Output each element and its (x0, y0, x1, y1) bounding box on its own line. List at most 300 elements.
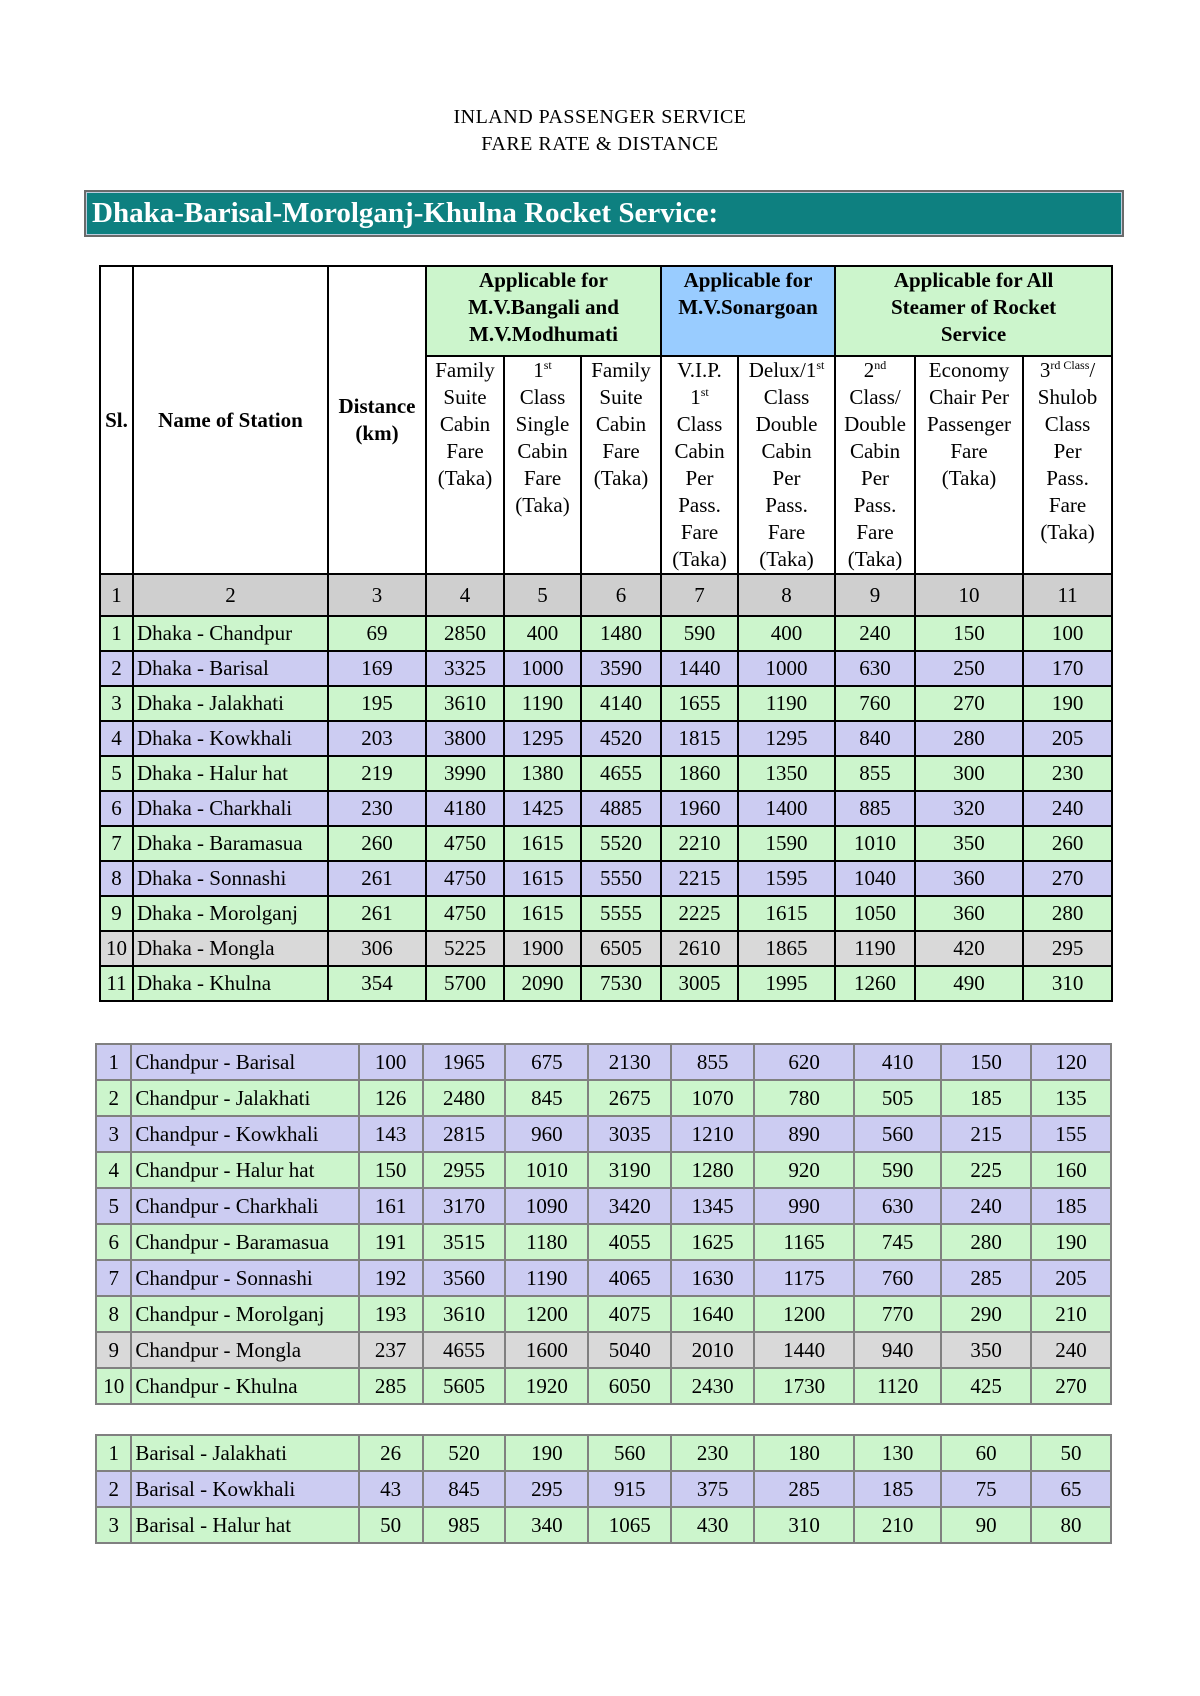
value-cell: 985 (423, 1507, 506, 1543)
value-cell: 203 (328, 721, 426, 756)
value-cell: 260 (1023, 826, 1112, 861)
c8-l6: Fare (767, 520, 806, 544)
value-cell: 620 (754, 1044, 854, 1080)
table-row (96, 1260, 1111, 1296)
c8-pre: Delux/1 (748, 358, 817, 382)
c5-pre: 1 (533, 358, 544, 382)
value-cell: 180 (754, 1435, 854, 1471)
value-cell: 2955 (423, 1152, 506, 1188)
table-row (100, 966, 1112, 1001)
value-cell: 375 (671, 1471, 754, 1507)
c4-l4: Fare (446, 439, 484, 463)
value-cell: 1070 (671, 1080, 754, 1116)
value-cell: 1010 (505, 1152, 588, 1188)
serial-cell: 6 (100, 791, 133, 826)
value-cell: 320 (915, 791, 1023, 826)
value-cell: 1050 (835, 896, 915, 931)
value-cell: 350 (915, 826, 1023, 861)
fare-table-chandpur (95, 1043, 1112, 1405)
column-number: 3 (328, 574, 426, 616)
value-cell: 5040 (588, 1332, 671, 1368)
c11-l3: Per (1053, 439, 1082, 463)
station-cell: Chandpur - Barisal (131, 1044, 358, 1080)
c6-l4: Fare (602, 439, 640, 463)
value-cell: 300 (915, 756, 1023, 791)
value-cell: 5700 (426, 966, 504, 1001)
value-cell: 1425 (504, 791, 581, 826)
value-cell: 135 (1031, 1080, 1111, 1116)
c9-l0 (836, 357, 914, 384)
value-cell: 261 (328, 896, 426, 931)
value-cell: 890 (754, 1116, 854, 1152)
value-cell: 505 (854, 1080, 941, 1116)
value-cell: 210 (854, 1507, 941, 1543)
value-cell: 4075 (588, 1296, 671, 1332)
value-cell: 3590 (581, 651, 661, 686)
table-row (96, 1507, 1111, 1543)
value-cell: 100 (359, 1044, 423, 1080)
station-cell: Dhaka - Chandpur (133, 616, 328, 651)
c11-pre: 3 (1039, 358, 1051, 382)
header-col10 (915, 356, 1023, 574)
value-cell: 1400 (738, 791, 835, 826)
value-cell: 590 (661, 616, 738, 651)
value-cell: 1180 (505, 1224, 588, 1260)
serial-cell: 1 (96, 1044, 131, 1080)
c7-l6: Fare (680, 520, 719, 544)
value-cell: 190 (1023, 686, 1112, 721)
header-col7 (661, 356, 738, 574)
value-cell: 780 (754, 1080, 854, 1116)
value-cell: 280 (915, 721, 1023, 756)
value-cell: 7530 (581, 966, 661, 1001)
value-cell: 185 (854, 1471, 941, 1507)
header-col4 (426, 356, 504, 574)
serial-cell: 10 (100, 931, 133, 966)
header-col11 (1023, 356, 1112, 574)
value-cell: 1345 (671, 1188, 754, 1224)
header-distance-unit: (km) (355, 421, 399, 445)
column-number: 9 (835, 574, 915, 616)
value-cell: 760 (854, 1260, 941, 1296)
value-cell: 2130 (588, 1044, 671, 1080)
value-cell: 250 (915, 651, 1023, 686)
serial-cell: 3 (96, 1507, 131, 1543)
value-cell: 1120 (854, 1368, 941, 1404)
value-cell: 270 (915, 686, 1023, 721)
section-dhaka-rows (100, 616, 1112, 1001)
serial-cell: 2 (96, 1080, 131, 1116)
value-cell: 310 (1023, 966, 1112, 1001)
value-cell: 2675 (588, 1080, 671, 1116)
column-number: 6 (581, 574, 661, 616)
c5-l5: (Taka) (515, 493, 570, 517)
c6-l2: Suite (599, 385, 643, 409)
c8-l3: Cabin (761, 439, 812, 463)
c9-l2: Double (844, 412, 906, 436)
column-number: 11 (1023, 574, 1112, 616)
value-cell: 885 (835, 791, 915, 826)
serial-cell: 4 (96, 1152, 131, 1188)
value-cell: 1440 (754, 1332, 854, 1368)
station-cell: Dhaka - Halur hat (133, 756, 328, 791)
value-cell: 190 (505, 1435, 588, 1471)
table-row (96, 1116, 1111, 1152)
value-cell: 191 (359, 1224, 423, 1260)
header-sl: Sl. (100, 266, 133, 574)
table-row (96, 1368, 1111, 1404)
c9-pre: 2 (863, 358, 875, 382)
value-cell: 1190 (835, 931, 915, 966)
section-chandpur-rows (96, 1044, 1111, 1404)
c4-l1: Family (435, 358, 495, 382)
table-row (100, 861, 1112, 896)
value-cell: 5555 (581, 896, 661, 931)
serial-cell: 7 (96, 1260, 131, 1296)
station-cell: Barisal - Halur hat (131, 1507, 358, 1543)
value-cell: 240 (1023, 791, 1112, 826)
value-cell: 340 (505, 1507, 588, 1543)
station-cell: Dhaka - Charkhali (133, 791, 328, 826)
value-cell: 3990 (426, 756, 504, 791)
station-cell: Dhaka - Khulna (133, 966, 328, 1001)
serial-cell: 7 (100, 826, 133, 861)
value-cell: 4180 (426, 791, 504, 826)
value-cell: 1865 (738, 931, 835, 966)
value-cell: 26 (359, 1435, 423, 1471)
value-cell: 150 (359, 1152, 423, 1188)
c10-l1: Economy (928, 358, 1010, 382)
table-row (96, 1188, 1111, 1224)
c5-l3: Cabin (517, 439, 568, 463)
c10-l4: Fare (950, 439, 988, 463)
value-cell: 4140 (581, 686, 661, 721)
c9-l5: Pass. (853, 493, 897, 517)
value-cell: 1615 (738, 896, 835, 931)
c11-sup: rd Class (1050, 358, 1090, 372)
title-line-2: FARE RATE & DISTANCE (481, 133, 719, 155)
table-row (96, 1080, 1111, 1116)
value-cell: 1440 (661, 651, 738, 686)
value-cell: 400 (504, 616, 581, 651)
c10-l3: Passenger (927, 412, 1012, 436)
serial-cell: 4 (100, 721, 133, 756)
c9-l3: Cabin (849, 439, 901, 463)
value-cell: 1190 (505, 1260, 588, 1296)
value-cell: 4750 (426, 826, 504, 861)
value-cell: 2010 (671, 1332, 754, 1368)
serial-cell: 9 (96, 1332, 131, 1368)
document-title (0, 104, 1200, 158)
table-row (100, 791, 1112, 826)
value-cell: 590 (854, 1152, 941, 1188)
value-cell: 219 (328, 756, 426, 791)
value-cell: 1295 (504, 721, 581, 756)
value-cell: 1615 (504, 826, 581, 861)
serial-cell: 5 (96, 1188, 131, 1224)
value-cell: 420 (915, 931, 1023, 966)
station-cell: Dhaka - Jalakhati (133, 686, 328, 721)
value-cell: 1000 (738, 651, 835, 686)
serial-cell: 8 (100, 861, 133, 896)
value-cell: 2815 (423, 1116, 506, 1152)
c7-pre: 1 (690, 385, 701, 409)
header-station-name: Name of Station (133, 266, 328, 574)
value-cell: 3560 (423, 1260, 506, 1296)
value-cell: 845 (423, 1471, 506, 1507)
group3-line-1: Applicable for All (893, 268, 1054, 292)
table-row (100, 896, 1112, 931)
c10-l5: (Taka) (941, 466, 997, 490)
value-cell: 306 (328, 931, 426, 966)
value-cell: 915 (588, 1471, 671, 1507)
value-cell: 1615 (504, 861, 581, 896)
group2-line-2: M.V.Sonargoan (678, 295, 818, 319)
group3-line-2: Steamer of Rocket (890, 295, 1057, 319)
c5-l0 (505, 357, 580, 384)
value-cell: 4065 (588, 1260, 671, 1296)
serial-cell: 1 (100, 616, 133, 651)
value-cell: 560 (854, 1116, 941, 1152)
c9-l1: Class/ (849, 385, 901, 409)
value-cell: 350 (941, 1332, 1031, 1368)
c7-l7: (Taka) (672, 547, 727, 571)
value-cell: 1815 (661, 721, 738, 756)
c7-l5: Pass. (678, 493, 721, 517)
value-cell: 6505 (581, 931, 661, 966)
value-cell: 126 (359, 1080, 423, 1116)
c7-l4: Per (685, 466, 714, 490)
station-cell: Chandpur - Baramasua (131, 1224, 358, 1260)
c5-l2: Single (515, 412, 570, 436)
header-col6 (581, 356, 661, 574)
column-number: 5 (504, 574, 581, 616)
station-cell: Chandpur - Khulna (131, 1368, 358, 1404)
c11-l5: Fare (1048, 493, 1087, 517)
c7-l3: Cabin (674, 439, 725, 463)
value-cell: 285 (359, 1368, 423, 1404)
value-cell: 360 (915, 861, 1023, 896)
c4-l3: Cabin (439, 412, 491, 436)
table-row (96, 1471, 1111, 1507)
table-row (96, 1332, 1111, 1368)
c7-l0: V.I.P. (677, 358, 722, 382)
value-cell: 770 (854, 1296, 941, 1332)
value-cell: 270 (1031, 1368, 1111, 1404)
value-cell: 3800 (426, 721, 504, 756)
value-cell: 430 (671, 1507, 754, 1543)
value-cell: 490 (915, 966, 1023, 1001)
value-cell: 240 (941, 1188, 1031, 1224)
value-cell: 560 (588, 1435, 671, 1471)
value-cell: 1595 (738, 861, 835, 896)
serial-cell: 8 (96, 1296, 131, 1332)
column-number: 2 (133, 574, 328, 616)
value-cell: 1000 (504, 651, 581, 686)
fare-table-barisal (95, 1434, 1112, 1544)
value-cell: 90 (941, 1507, 1031, 1543)
value-cell: 100 (1023, 616, 1112, 651)
value-cell: 1640 (671, 1296, 754, 1332)
header-distance (328, 266, 426, 574)
value-cell: 1615 (504, 896, 581, 931)
value-cell: 60 (941, 1435, 1031, 1471)
column-number: 10 (915, 574, 1023, 616)
station-cell: Dhaka - Barisal (133, 651, 328, 686)
value-cell: 3420 (588, 1188, 671, 1224)
header-distance-label: Distance (338, 394, 416, 418)
value-cell: 1295 (738, 721, 835, 756)
header-col5 (504, 356, 581, 574)
column-number: 7 (661, 574, 738, 616)
value-cell: 3005 (661, 966, 738, 1001)
value-cell: 280 (941, 1224, 1031, 1260)
value-cell: 185 (1031, 1188, 1111, 1224)
header-group-all-steamers (835, 266, 1112, 356)
table-row (96, 1044, 1111, 1080)
c10-l2: Chair Per (929, 385, 1009, 409)
value-cell: 1960 (661, 791, 738, 826)
value-cell: 280 (1023, 896, 1112, 931)
value-cell: 760 (835, 686, 915, 721)
value-cell: 1350 (738, 756, 835, 791)
table-row (100, 651, 1112, 686)
c7-l1 (662, 384, 737, 411)
value-cell: 1920 (505, 1368, 588, 1404)
value-cell: 155 (1031, 1116, 1111, 1152)
value-cell: 2610 (661, 931, 738, 966)
value-cell: 1260 (835, 966, 915, 1001)
c6-l3: Cabin (595, 412, 647, 436)
station-cell: Dhaka - Mongla (133, 931, 328, 966)
value-cell: 150 (941, 1044, 1031, 1080)
value-cell: 5605 (423, 1368, 506, 1404)
header-group-sonargoan (661, 266, 835, 356)
value-cell: 120 (1031, 1044, 1111, 1080)
c5-sup: st (543, 358, 552, 372)
station-cell: Chandpur - Jalakhati (131, 1080, 358, 1116)
value-cell: 1200 (505, 1296, 588, 1332)
value-cell: 240 (1031, 1332, 1111, 1368)
value-cell: 190 (1031, 1224, 1111, 1260)
group1-line-2: M.V.Bangali and (468, 295, 619, 319)
value-cell: 43 (359, 1471, 423, 1507)
value-cell: 630 (835, 651, 915, 686)
serial-cell: 2 (100, 651, 133, 686)
value-cell: 3610 (426, 686, 504, 721)
c8-l7: (Taka) (759, 547, 814, 571)
station-cell: Dhaka - Baramasua (133, 826, 328, 861)
value-cell: 1280 (671, 1152, 754, 1188)
value-cell: 4520 (581, 721, 661, 756)
value-cell: 1590 (738, 826, 835, 861)
c8-l2: Double (755, 412, 818, 436)
value-cell: 1065 (588, 1507, 671, 1543)
value-cell: 143 (359, 1116, 423, 1152)
table-row (96, 1435, 1111, 1471)
group3-line-3: Service (940, 322, 1007, 346)
value-cell: 2850 (426, 616, 504, 651)
station-cell: Chandpur - Halur hat (131, 1152, 358, 1188)
value-cell: 845 (505, 1080, 588, 1116)
station-cell: Dhaka - Kowkhali (133, 721, 328, 756)
value-cell: 675 (505, 1044, 588, 1080)
serial-cell: 5 (100, 756, 133, 791)
value-cell: 1860 (661, 756, 738, 791)
value-cell: 4750 (426, 896, 504, 931)
value-cell: 2215 (661, 861, 738, 896)
column-number: 8 (738, 574, 835, 616)
table-row (96, 1152, 1111, 1188)
value-cell: 745 (854, 1224, 941, 1260)
value-cell: 290 (941, 1296, 1031, 1332)
table-row (100, 826, 1112, 861)
fare-table-dhaka (99, 265, 1113, 1002)
value-cell: 295 (505, 1471, 588, 1507)
header-group-bangali-modhumati (426, 266, 661, 356)
value-cell: 65 (1031, 1471, 1111, 1507)
value-cell: 80 (1031, 1507, 1111, 1543)
c6-l1: Family (591, 358, 651, 382)
value-cell: 1200 (754, 1296, 854, 1332)
c9-l7: (Taka) (847, 547, 903, 571)
value-cell: 6050 (588, 1368, 671, 1404)
group2-line-1: Applicable for (683, 268, 813, 292)
value-cell: 160 (1031, 1152, 1111, 1188)
value-cell: 261 (328, 861, 426, 896)
station-cell: Dhaka - Sonnashi (133, 861, 328, 896)
value-cell: 50 (1031, 1435, 1111, 1471)
value-cell: 205 (1031, 1260, 1111, 1296)
value-cell: 360 (915, 896, 1023, 931)
table-row (100, 686, 1112, 721)
station-cell: Chandpur - Charkhali (131, 1188, 358, 1224)
value-cell: 192 (359, 1260, 423, 1296)
value-cell: 240 (835, 616, 915, 651)
value-cell: 225 (941, 1152, 1031, 1188)
value-cell: 4055 (588, 1224, 671, 1260)
value-cell: 400 (738, 616, 835, 651)
value-cell: 2210 (661, 826, 738, 861)
value-cell: 855 (671, 1044, 754, 1080)
c11-l6: (Taka) (1040, 520, 1095, 544)
title-line-1: INLAND PASSENGER SERVICE (453, 106, 747, 128)
value-cell: 920 (754, 1152, 854, 1188)
value-cell: 855 (835, 756, 915, 791)
station-cell: Chandpur - Sonnashi (131, 1260, 358, 1296)
value-cell: 260 (328, 826, 426, 861)
value-cell: 310 (754, 1507, 854, 1543)
c5-l1: Class (519, 385, 566, 409)
table-row (96, 1224, 1111, 1260)
c8-l5: Pass. (765, 493, 808, 517)
c8-l0 (739, 357, 834, 384)
c8-sup: st (816, 358, 825, 372)
value-cell: 75 (941, 1471, 1031, 1507)
serial-cell: 9 (100, 896, 133, 931)
table-row (100, 756, 1112, 791)
table-row (100, 721, 1112, 756)
value-cell: 1040 (835, 861, 915, 896)
value-cell: 3035 (588, 1116, 671, 1152)
c4-l5: (Taka) (437, 466, 493, 490)
value-cell: 130 (854, 1435, 941, 1471)
table-row (100, 931, 1112, 966)
serial-cell: 1 (96, 1435, 131, 1471)
value-cell: 2430 (671, 1368, 754, 1404)
section-barisal-rows (96, 1435, 1111, 1543)
value-cell: 237 (359, 1332, 423, 1368)
